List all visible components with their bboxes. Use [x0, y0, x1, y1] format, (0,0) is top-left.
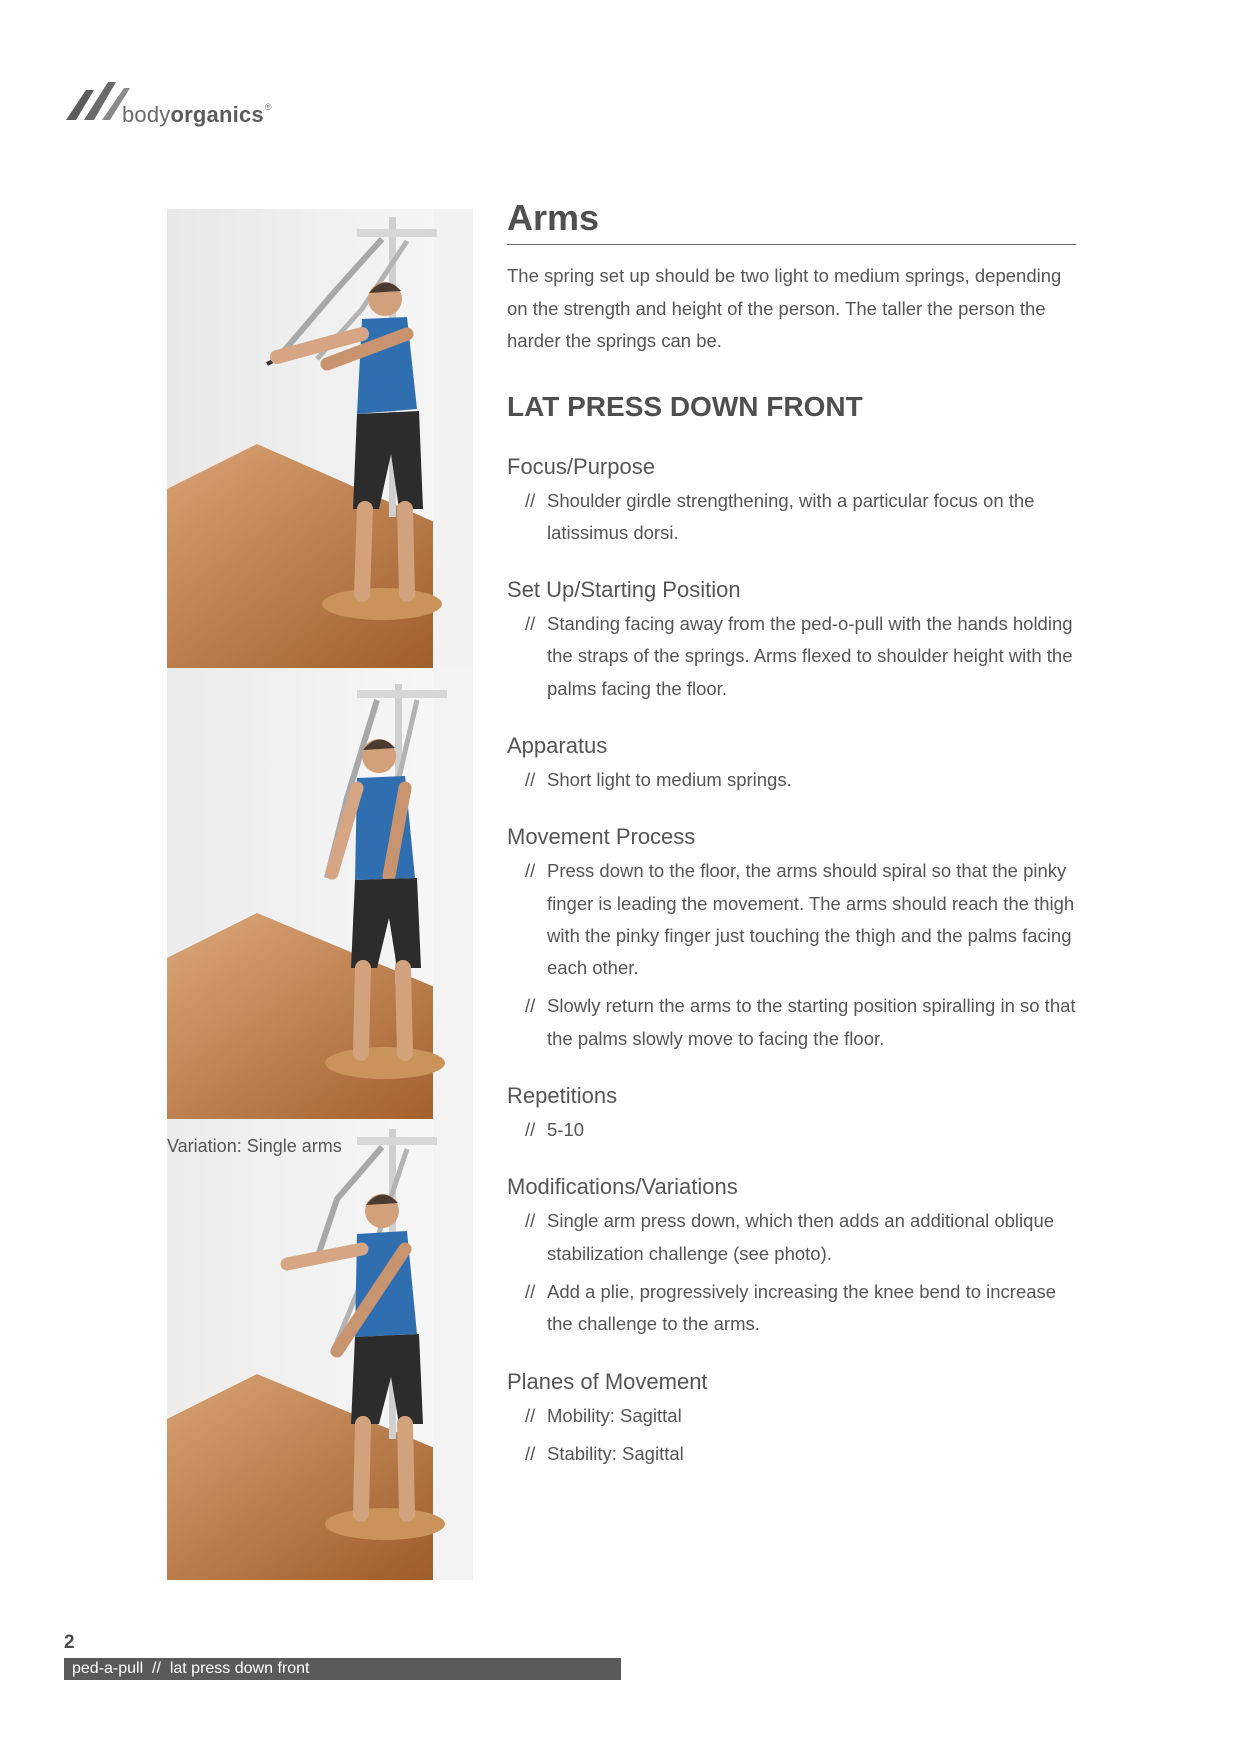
section-focus-purpose — [507, 453, 1076, 550]
section-repetitions — [507, 1082, 1076, 1146]
list-item: // 5-10 — [507, 1114, 1076, 1146]
section-planes-of-movement — [507, 1368, 1076, 1471]
bullet-marker: // — [525, 1404, 536, 1426]
list-item: // Slowly return the arms to the starting position spiralling in so that the palms slowly move to facing the floor. — [507, 990, 1076, 1055]
bullet-marker: // — [525, 489, 536, 511]
section-heading: Movement Process — [507, 824, 696, 850]
section-movement-process — [507, 823, 1076, 1055]
logo-wordmark: bodyorganics® — [122, 102, 272, 127]
intro-paragraph: The spring set up should be two light to medium springs, depending on the strength and height of the person. The taller the person the harder the springs can be. — [507, 265, 1062, 351]
section-setup — [507, 576, 1076, 705]
bullet-marker: // — [525, 1442, 536, 1464]
bullet-marker: // — [525, 995, 536, 1017]
body-organics-logo — [64, 72, 304, 132]
section-heading: Set Up/Starting Position — [507, 577, 741, 603]
list-item: // Press down to the floor, the arms should spiral so that the pinky finger is leading the movement. The arms should reach the thigh with the pinky finger just touching the thigh and the palms facing each other. — [507, 855, 1076, 984]
bullet-marker: // — [525, 860, 536, 882]
section-heading: Modifications/Variations — [507, 1174, 738, 1200]
list-item: // Single arm press down, which then adds an additional oblique stabilization challenge (see photo). — [507, 1205, 1076, 1270]
photo-press-down — [167, 668, 473, 1119]
bullet-marker: // — [525, 768, 536, 790]
variation-caption: Variation: Single arms — [167, 1136, 342, 1156]
list-item: // Short light to medium springs. — [507, 764, 1076, 796]
bullet-marker: // — [525, 613, 536, 635]
section-heading: Apparatus — [507, 732, 608, 758]
main-content — [507, 198, 1076, 1476]
footer-breadcrumb-text: ped-a-pull // lat press down front — [72, 1660, 310, 1677]
list-item: // Mobility: Sagittal — [507, 1400, 1076, 1432]
photo-start-position — [167, 209, 473, 668]
list-item: // Add a plie, progressively increasing the knee bend to increase the challenge to the arms. — [507, 1276, 1076, 1341]
photo-single-arm-variation — [167, 1119, 473, 1580]
list-item: // Standing facing away from the ped-o-pull with the hands holding the straps of the springs. Arms flexed to shoulder height with the palms facing the floor. — [507, 608, 1076, 705]
page-number: 2 — [64, 1632, 75, 1653]
section-apparatus — [507, 732, 1076, 796]
section-heading: Planes of Movement — [507, 1368, 708, 1394]
section-modifications — [507, 1173, 1076, 1340]
exercise-title: LAT PRESS DOWN FRONT — [507, 390, 863, 422]
section-heading: Repetitions — [507, 1083, 618, 1109]
bullet-marker: // — [525, 1210, 536, 1232]
section-heading: Focus/Purpose — [507, 453, 655, 479]
bullet-marker: // — [525, 1119, 536, 1141]
footer-breadcrumb — [64, 1658, 621, 1680]
page-title: Arms — [507, 198, 1076, 245]
bullet-marker: // — [525, 1280, 536, 1302]
list-item: // Stability: Sagittal — [507, 1438, 1076, 1470]
list-item: // Shoulder girdle strengthening, with a particular focus on the latissimus dorsi. — [507, 485, 1076, 550]
